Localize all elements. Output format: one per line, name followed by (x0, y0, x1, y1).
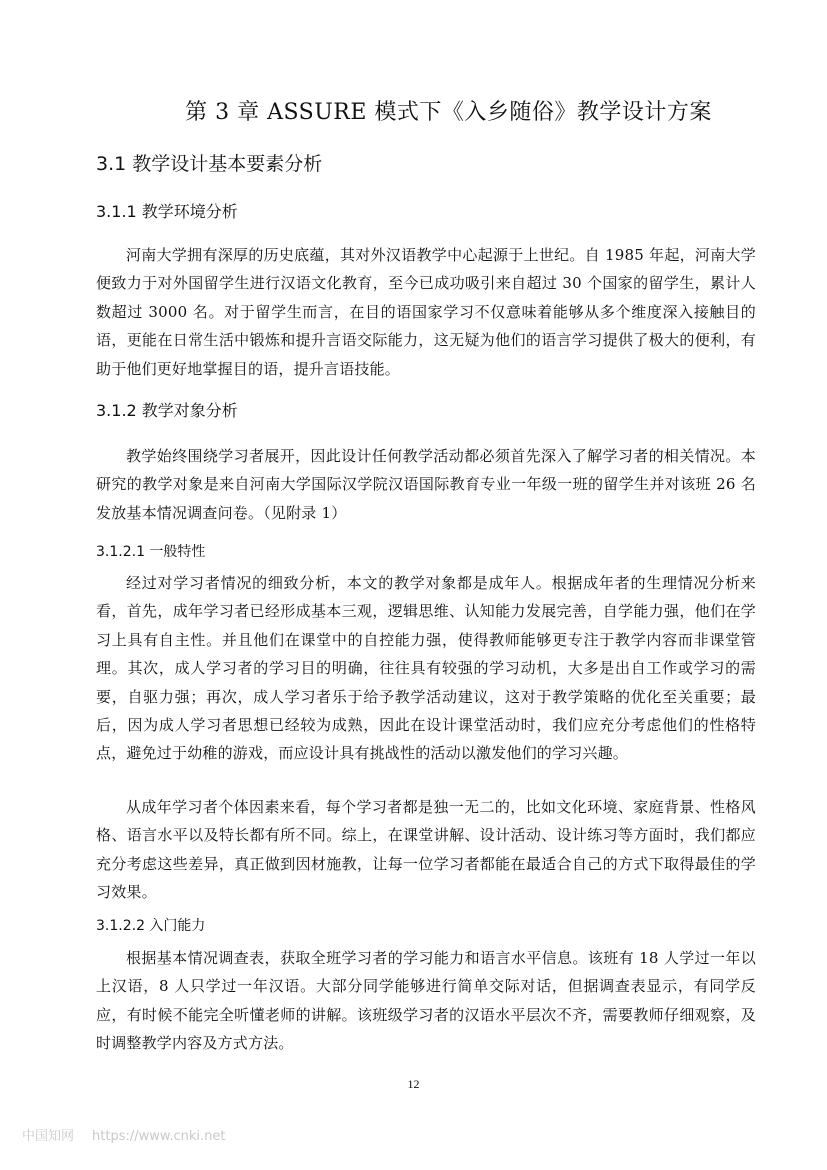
subsection-heading-learners: 3.1.2 教学对象分析 (96, 401, 238, 420)
subsection-heading-environment: 3.1.1 教学环境分析 (96, 202, 238, 221)
subsubsection-heading-entry-ability: 3.1.2.2 入门能力 (96, 918, 206, 934)
paragraph-general-traits-2: 从成年学习者个体因素来看，每个学习者都是独一无二的，比如文化环境、家庭背景、性格风格、语言水平以及特长都有所不同。综上，在课堂讲解、设计活动、设计练习等方面时，我们都应充分考虑这些差异，真正做到因材施教，让每一位学习者都能在最适合自己的方式下取得最佳的学习效果。 (96, 798, 756, 902)
watermark-url: https://www.cnki.net (92, 1129, 226, 1144)
paragraph-learners: 教学始终围绕学习者展开，因此设计任何教学活动都必须首先深入了解学习者的相关情况。本研究的教学对象是来自河南大学国际汉学院汉语国际教育专业一年级一班的留学生并对该班 26 名发放基本情况调查问卷。（见附录 1） (96, 447, 756, 522)
paragraph-environment: 河南大学拥有深厚的历史底蕴，其对外汉语教学中心起源于上世纪。自 1985 年起，河南大学便致力于对外国留学生进行汉语文化教育，至今已成功吸引来自超过 30 个国家的留学生，累计人数超过 3000 名。对于留学生而言，在目的语国家学习不仅意味着能够从多个维度深入接触目的语，更能在日常生活中锻炼和提升言语交际能力，这无疑为他们的语言学习提供了极大的便利，有助于他们更好地掌握目的语，提升言语技能。 (96, 246, 756, 378)
subsubsection-heading-general-traits: 3.1.2.1 一般特性 (96, 544, 206, 560)
paragraph-general-traits-1: 经过对学习者情况的细致分析，本文的教学对象都是成年人。根据成年者的生理情况分析来看，首先，成年学习者已经形成基本三观，逻辑思维、认知能力发展完善，自学能力强，他们在学习上具有自主性。并且他们在课堂中的自控能力强，使得教师能够更专注于教学内容而非课堂管理。其次，成人学习者的学习目的明确，往往具有较强的学习动机，大多是出自工作或学习的需要，自驱力强；再次，成人学习者乐于给予教学活动建议，这对于教学策略的优化至关重要；最后，因为成人学习者思想已经较为成熟，因此在设计课堂活动时，我们应充分考虑他们的性格特点，避免过于幼稚的游戏，而应设计具有挑战性的活动以激发他们的学习兴趣。 (96, 574, 756, 763)
section-heading: 3.1 教学设计基本要素分析 (96, 153, 323, 175)
page-number: 12 (407, 1077, 420, 1091)
chapter-title: 第 3 章 ASSURE 模式下《入乡随俗》教学设计方案 (185, 100, 712, 125)
paragraph-entry-ability: 根据基本情况调查表，获取全班学习者的学习能力和语言水平信息。该班有 18 人学过一年以上汉语，8 人只学过一年汉语。大部分同学能够进行简单交际对话，但据调查表显示，有同学反应，有时候不能完全听懂老师的讲解。该班级学习者的汉语水平层次不齐，需要教师仔细观察，及时调整教学内容及方式方法。 (96, 949, 756, 1053)
watermark-brand: 中国知网 (22, 1129, 75, 1144)
cnki-watermark (22, 1128, 243, 1146)
